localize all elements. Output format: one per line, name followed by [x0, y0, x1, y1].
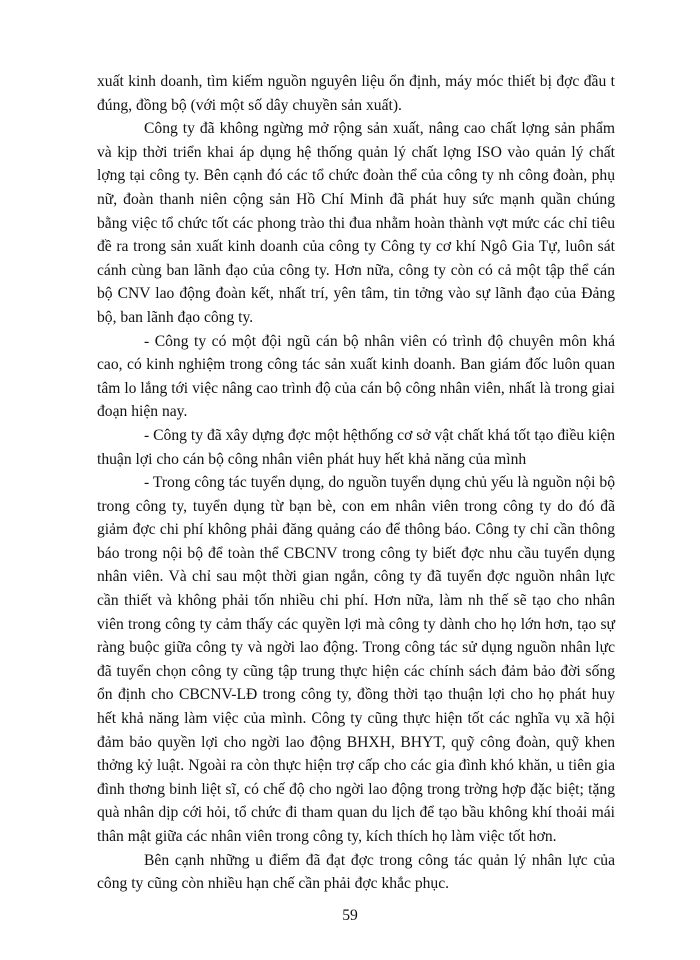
paragraph-limitations: Bên cạnh những u điểm đã đạt đợc trong công tác quản lý nhân lực của công ty cũng còn nhiều hạn chế cần phải đợc khắc phục. — [97, 851, 615, 893]
paragraph-recruitment: - Trong công tác tuyển dụng, do nguồn tuyển dụng chủ yếu là nguồn nội bộ trong công ty, tuyển dụng từ bạn bè, con em nhân viên trong công ty do đó đã giảm đợc chi phí không phải đăng quảng cáo để thông báo. Công ty chỉ cần thông báo trong nội bộ để toàn thể CBCNV trong công ty biết đợc nhu cầu tuyển dụng nhân viên. Và chỉ sau một thời gian ngắn, công ty đã tuyển đợc nguồn nhân lực cần thiết và không phải tốn nhiều chi phí. Hơn nữa, làm nh thế sẽ tạo cho nhân viên trong công ty cảm thấy các quyền lợi mà công ty dành cho họ lớn hơn, tạo sự ràng buộc giữa công ty và ngời lao động. Trong công tác sử dụng nguồn nhân lực đã tuyển chọn công ty cũng tập trung thực hiện các chính sách đảm bảo đời sống ổn định cho CBCNV-LĐ trong công ty, đồng thời tạo thuận lợi cho họ phát huy hết khả năng làm việc của mình. Công ty cũng thực hiện tốt các nghĩa vụ xã hội đảm bảo quyền lợi cho ngời lao động BHXH, BHYT, quỹ công đoàn, quỹ khen thởng kỷ luật. Ngoài ra còn thực hiện trợ cấp cho các gia đình khó khăn, u tiên gia đình thơng binh liệt sĩ, có chế độ cho ngời lao động trong trờng hợp đặc biệt; tặng quà nhân dịp cới hỏi, tổ chức đi tham quan du lịch để tạo bầu không khí thoải mái thân mật giữa các nhân viên trong công ty, kích thích họ làm việc tốt hơn. — [97, 474, 615, 845]
paragraph-quality-and-unions: Công ty đã không ngừng mở rộng sản xuất, nâng cao chất lợng sản phẩm và kịp thời triển khai áp dụng hệ thống quản lý chất lợng ISO vào quản lý chất lợng tại công ty. Bên cạnh đó các tổ chức đoàn thể của công ty nh công đoàn, phụ nữ, đoàn thanh niên cộng sản Hồ Chí Minh đã phát huy sức mạnh quần chúng bằng việc tổ chức tốt các phong trào thi đua nhằm hoàn thành vợt mức các chỉ tiêu đề ra trong sản xuất kinh doanh của công ty Công ty cơ khí Ngô Gia Tự, luôn sát cánh cùng ban lãnh đạo của công ty. Hơn nữa, công ty còn có cả một tập thể cán bộ CNV lao động đoàn kết, nhất trí, yên tâm, tin tởng vào sự lãnh đạo của Đảng bộ, ban lãnh đạo công ty. — [97, 120, 615, 326]
page-number: 59 — [342, 907, 358, 924]
paragraph-staff-expertise: - Công ty có một đội ngũ cán bộ nhân viên có trình độ chuyên môn khá cao, có kinh nghiệm trong công tác sản xuất kinh doanh. Ban giám đốc luôn quan tâm lo lắng tới việc nâng cao trình độ của cán bộ công nhân viên, nhất là trong giai đoạn hiện nay. — [97, 332, 615, 421]
body-text — [97, 70, 615, 896]
paragraph-continued: xuất kinh doanh, tìm kiếm nguồn nguyên liệu ổn định, máy móc thiết bị đợc đầu t đúng, đồng bộ (với một số dây chuyền sản xuất). — [97, 73, 615, 114]
paragraph-facilities: - Công ty đã xây dựng đợc một hệthống cơ sở vật chất khá tốt tạo điều kiện thuận lợi cho cán bộ công nhân viên phát huy hết khả năng của mình — [97, 426, 615, 468]
